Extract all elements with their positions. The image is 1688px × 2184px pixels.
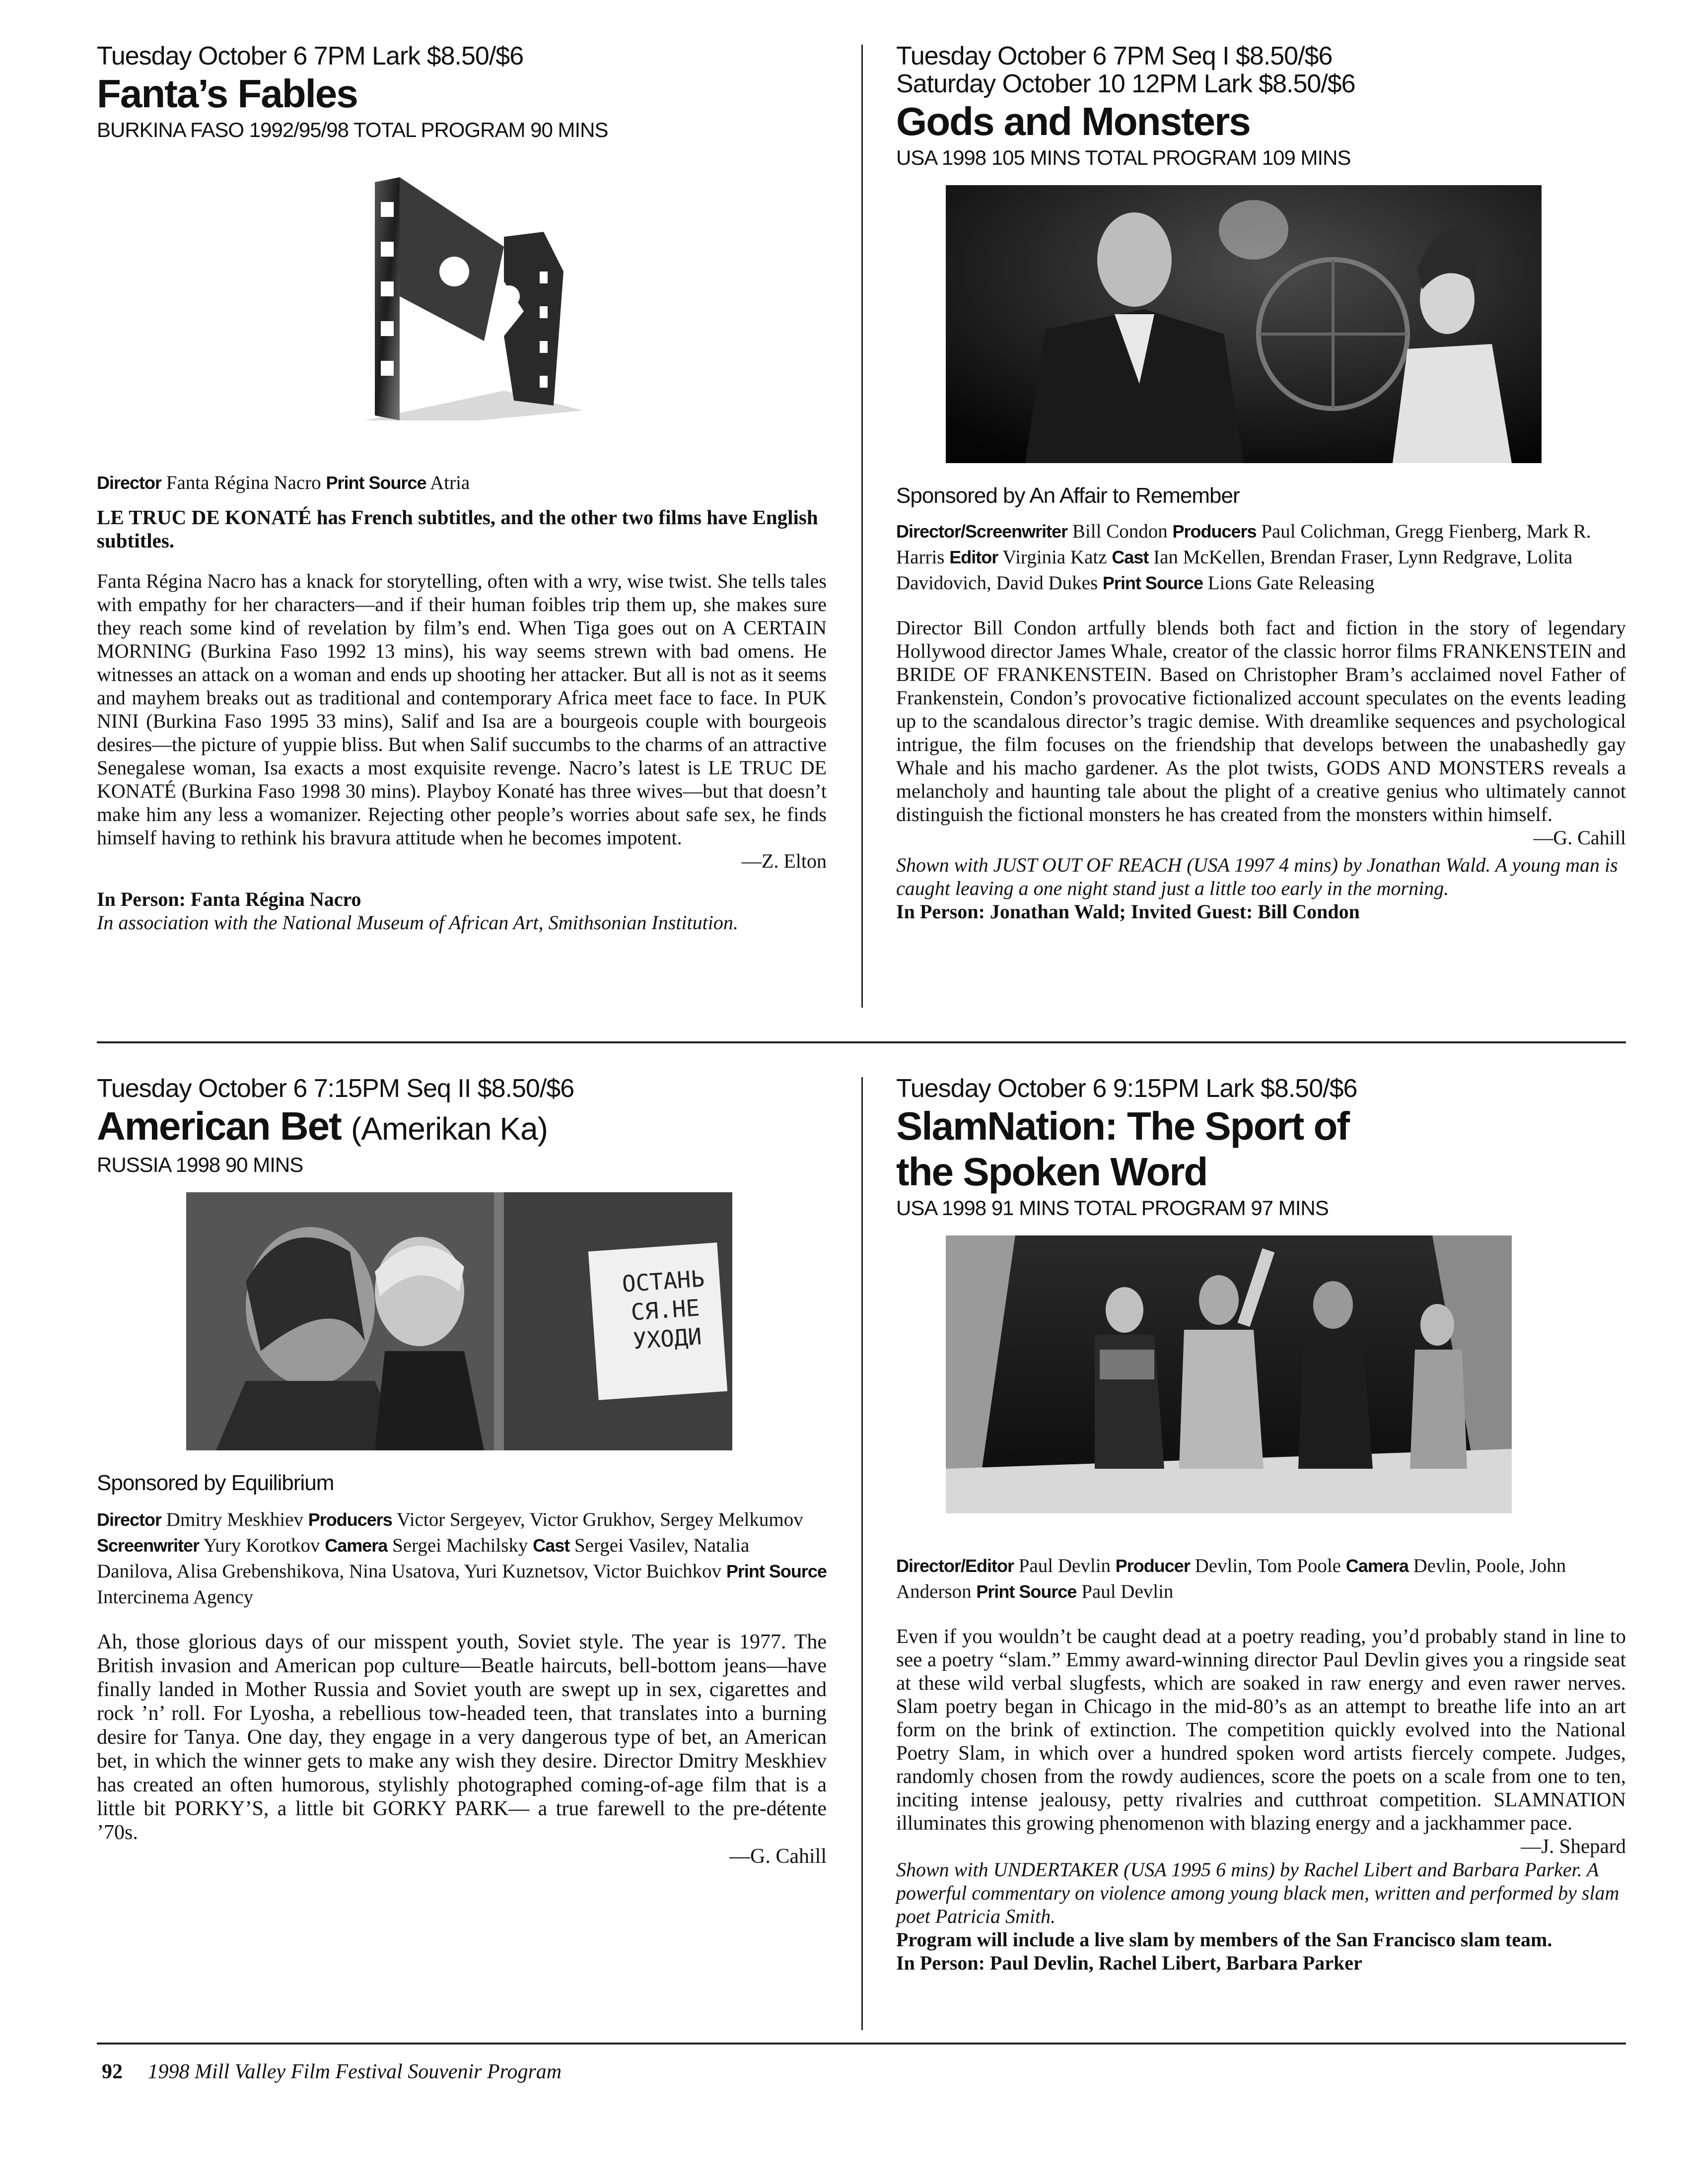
review-signature: —G. Cahill (729, 1845, 827, 1868)
in-person: In Person: Jonathan Wald; Invited Guest: Bill Condon (896, 900, 1360, 923)
screening-time: Tuesday October 6 7:15PM Seq II $8.50/$6 (97, 1074, 574, 1103)
screening-time: Tuesday October 6 7PM Lark $8.50/$6 (97, 42, 524, 70)
row-divider (97, 1041, 1626, 1043)
column-divider-bottom (861, 1077, 863, 2030)
credits: Director Fanta Régina Nacro Print Source Atria (97, 472, 470, 493)
film-meta: USA 1998 91 MINS TOTAL PROGRAM 97 MINS (896, 1196, 1329, 1220)
film-meta: BURKINA FASO 1992/95/98 TOTAL PROGRAM 90 MINS (97, 118, 608, 141)
in-person: In Person: Paul Devlin, Rachel Libert, Barbara Parker (896, 1952, 1362, 1974)
sign-text: ОСТАНЬ СЯ.НЕ УХОДИ (621, 1265, 705, 1355)
review-signature: —Z. Elton (741, 850, 827, 872)
film-listing-gods-and-monsters (896, 42, 1626, 1000)
film-listing-fantas-fables (97, 42, 827, 1000)
page-footer (102, 2060, 562, 2084)
film-still-photo (946, 185, 1542, 463)
sponsor-line: Sponsored by An Affair to Remember (896, 483, 1240, 508)
publication-title: 1998 Mill Valley Film Festival Souvenir Program (147, 2060, 562, 2083)
film-title: SlamNation: The Sport of the Spoken Word (896, 1104, 1349, 1194)
credits: Director Dmitry Meskhiev Producers Victor Sergeyev, Victor Grukhov, Sergey Melkumov Screenwriter Yury Korotkov Camera Sergei Machilsky Cast Sergei Vasilev, Natalia Danilova, Alisa Grebenshikova, Nina Usatova, Yuri Kuznetsov, Victor Buichkov Print Source Intercinema Agency (97, 1509, 827, 1608)
association-note: In association with the National Museum of African Art, Smithsonian Institution. (97, 911, 738, 934)
film-title: Fanta’s Fables (97, 71, 357, 116)
film-listing-american-bet (97, 1075, 827, 2028)
review-signature: —G. Cahill (1533, 826, 1626, 849)
film-logo-image (355, 172, 583, 430)
film-description: Ah, those glorious days of our misspent youth, Soviet style. The year is 1977. The British invasion and American pop culture—Beatle haircuts, bell-bottom jeans—have finally landed in Mother Russia and Soviet youth are swept up in sex, cigarettes and rock ’n’ roll. For Lyosha, a rebellious tow-headed teen, that translates into a burning desire for Tanya. One day, they engage in a very dangerous type of bet, an American bet, in which the winner gets to make any wish they desire. Director Dmitry Meskhiev has created an often humorous, stylishly photographed coming-of-age film that is a little bit PORKY’S, a little bit GORKY PARK— a true farewell to the pre-détente ’70s. —G. Cahill (97, 1631, 827, 1868)
film-still-photo (946, 1235, 1512, 1513)
film-title: Gods and Monsters (896, 99, 1250, 143)
film-meta: RUSSIA 1998 90 MINS (97, 1153, 303, 1176)
footer-rule (97, 2043, 1626, 2045)
credits: Director/Editor Paul Devlin Producer Devlin, Tom Poole Camera Devlin, Poole, John Anderson Print Source Paul Devlin (896, 1555, 1566, 1602)
shown-with-note: Shown with UNDERTAKER (USA 1995 6 mins) by Rachel Libert and Barbara Parker. A powerful commentary on violence among young black men, written and performed by slam poet Patricia Smith. (896, 1858, 1619, 1927)
film-listing-slamnation (896, 1075, 1626, 2028)
shown-with-note: Shown with JUST OUT OF REACH (USA 1997 4 mins) by Jonathan Wald. A young man is caught leaving a one night stand just a little too early in the morning. (896, 854, 1618, 899)
screening-time: Tuesday October 6 9:15PM Lark $8.50/$6 (896, 1074, 1357, 1103)
screening-time: Saturday October 10 12PM Lark $8.50/$6 (896, 69, 1355, 98)
live-slam-note: Program will include a live slam by members of the San Francisco slam team. (896, 1928, 1552, 1951)
film-meta: USA 1998 105 MINS TOTAL PROGRAM 109 MINS (896, 146, 1351, 169)
screening-time: Tuesday October 6 7PM Seq I $8.50/$6 (896, 42, 1333, 70)
review-signature: —J. Shepard (1521, 1835, 1626, 1857)
sponsor-line: Sponsored by Equilibrium (97, 1471, 334, 1495)
film-still-photo (186, 1192, 732, 1450)
film-title: American Bet (Amerikan Ka) (97, 1104, 548, 1148)
page-number: 92 (102, 2060, 123, 2083)
in-person: In Person: Fanta Régina Nacro (97, 888, 361, 910)
film-description: Even if you wouldn’t be caught dead at a poetry reading, you’d probably stand in line to see a poetry “slam.” Emmy award-winning director Paul Devlin gives you a ringside seat at these wild verbal slugfests, which are soaked in raw energy and even rawer nerves. Slam poetry began in Chicago in the mid-80’s as an attempt to breathe life into an art form on the brink of extinction. The competition quickly evolved into the National Poetry Slam, in which over a hundred spoken word artists fiercely compete. Judges, randomly chosen from the rowdy audiences, score the poets on a scale from one to ten, inciting intense jealousy, petty rivalries and cutthroat competition. SLAMNATION illuminates this growing phenomenon with blazing energy and a jackhammer pace. —J. Shepard (896, 1625, 1626, 1857)
column-divider-top (861, 45, 863, 1008)
subtitle-note: LE TRUC DE KONATÉ has French subtitles, and the other two films have English subtitles. (97, 506, 818, 552)
credits: Director/Screenwriter Bill Condon Producers Paul Colichman, Gregg Fienberg, Mark R. Harris Editor Virginia Katz Cast Ian McKellen, Brendan Fraser, Lynn Redgrave, Lolita Davidovich, David Dukes Print Source Lions Gate Releasing (896, 521, 1591, 594)
film-alt-title: (Amerikan Ka) (351, 1111, 548, 1147)
film-description: Fanta Régina Nacro has a knack for storytelling, often with a wry, wise twist. She tells tales with empathy for her characters—and if their human foibles trip them up, she makes sure they reach some kind of revelation by film’s end. When Tiga goes out on A CERTAIN MORNING (Burkina Faso 1992 13 mins), his way seems strewn with bad omens. He witnesses an attack on a woman and ends up shooting her attacker. But all is not as it seems and mayhem breaks out as traditional and contemporary Africa meet face to face. In PUK NINI (Burkina Faso 1995 33 mins), Salif and Isa are a bourgeois couple with bourgeois desires—the picture of yuppie bliss. But when Salif succumbs to the charms of an attractive Senegalese woman, Isa exacts a most exquisite revenge. Nacro’s latest is LE TRUC DE KONATÉ (Burkina Faso 1998 30 mins). Playboy Konaté has three wives—but that doesn’t make him any less a womanizer. Rejecting other people’s worries about safe sex, he finds himself having to rethink his bravura attitude when he becomes impotent. —Z. Elton (97, 570, 827, 872)
film-description: Director Bill Condon artfully blends both fact and fiction in the story of legendary Hollywood director James Whale, creator of the classic horror films FRANKENSTEIN and BRIDE OF FRANKENSTEIN. Based on Christopher Bram’s acclaimed novel Father of Frankenstein, Condon’s provocative fictionalized account speculates on the events leading up to the scandalous director’s tragic demise. With dreamlike sequences and psychological intrigue, the film focuses on the friendship that develops between the unabashedly gay Whale and his macho gardener. As the plot twists, GODS AND MONSTERS reveals a melancholy and haunting tale about the plight of a creative genius who ultimately cannot distinguish the fictional monsters he has created from the monsters within himself. —G. Cahill (896, 616, 1626, 849)
